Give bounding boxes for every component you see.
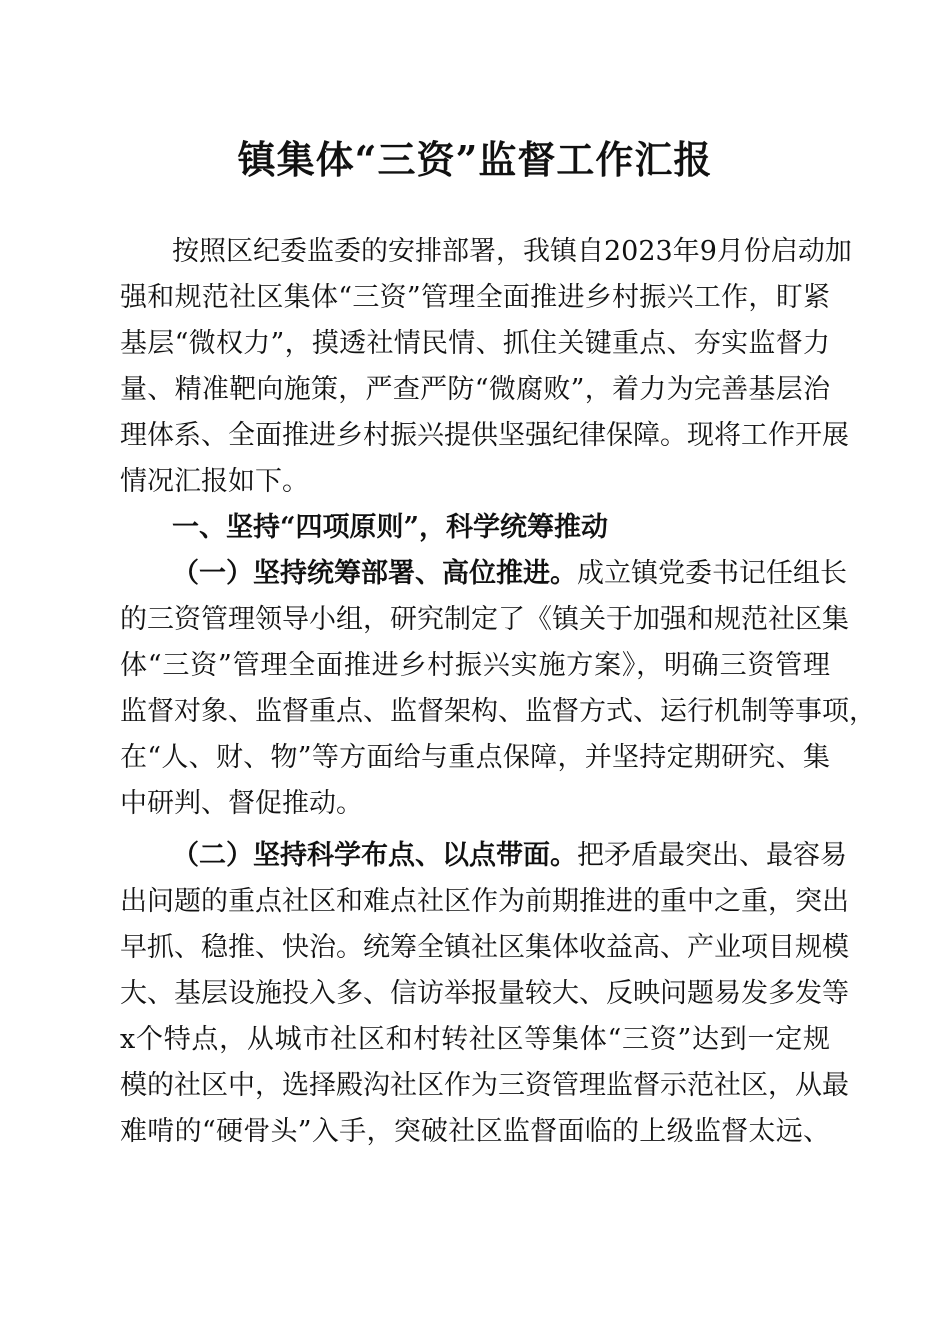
paragraph-line: 理体系、全面推进乡村振兴提供坚强纪律保障。现将工作开展: [120, 420, 849, 451]
subheading: （一）坚持统筹部署、高位推进。: [172, 558, 577, 589]
paragraph-line: x个特点，从城市社区和村转社区等集体“三资”达到一定规: [120, 1024, 830, 1055]
paragraph-text: 把矛盾最突出、最容易: [577, 840, 847, 871]
paragraph-line: 早抓、稳推、快治。统筹全镇社区集体收益高、产业项目规模: [120, 932, 849, 963]
paragraph-line: 基层“微权力”，摸透社情民情、抓住关键重点、夯实监督力: [120, 328, 830, 359]
paragraph-line-with-subheading: [172, 834, 847, 878]
paragraph-line: 中研判、督促推动。: [120, 788, 363, 819]
document-title: 镇集体“三资”监督工作汇报: [237, 137, 713, 182]
paragraph-line-with-subheading: [172, 552, 847, 596]
paragraph-line: 体“三资”管理全面推进乡村振兴实施方案》，明确三资管理: [120, 650, 830, 681]
paragraph-line: 模的社区中，选择殿沟社区作为三资管理监督示范社区，从最: [120, 1070, 849, 1101]
paragraph-line: 难啃的“硬骨头”入手，突破社区监督面临的上级监督太远、: [120, 1116, 830, 1147]
paragraph-line: 强和规范社区集体“三资”管理全面推进乡村振兴工作，盯紧: [120, 282, 830, 313]
paragraph-line: 情况汇报如下。: [120, 466, 309, 497]
paragraph-line: 出问题的重点社区和难点社区作为前期推进的重中之重，突出: [120, 886, 849, 917]
paragraph-line: 在“人、财、物”等方面给与重点保障，并坚持定期研究、集: [120, 742, 830, 773]
paragraph-line: 的三资管理领导小组，研究制定了《镇关于加强和规范社区集: [120, 604, 849, 635]
subheading: （二）坚持科学布点、以点带面。: [172, 840, 577, 871]
paragraph-line: 量、精准靶向施策，严查严防“微腐败”，着力为完善基层治: [120, 374, 830, 405]
section-heading: 一、坚持“四项原则”，科学统筹推动: [172, 512, 609, 543]
paragraph-line: 按照区纪委监委的安排部署，我镇自2023年9月份启动加: [172, 236, 852, 267]
paragraph-text: 成立镇党委书记任组长: [577, 558, 847, 589]
paragraph-line: 监督对象、监督重点、监督架构、监督方式、运行机制等事项，: [120, 696, 876, 727]
paragraph-line: 大、基层设施投入多、信访举报量较大、反映问题易发多发等: [120, 978, 849, 1009]
